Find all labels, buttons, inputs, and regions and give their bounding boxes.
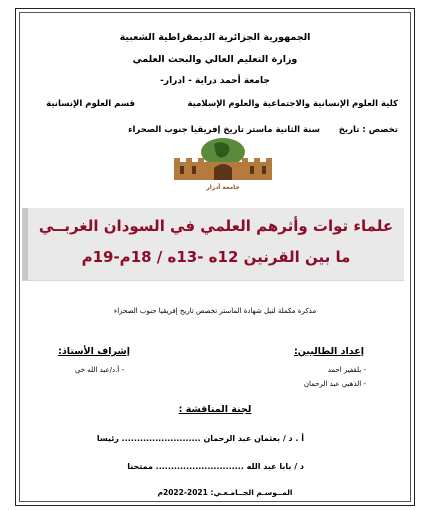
memo-description: مذكرة مكملة لنيل شهادة الماستر تخصص تاريخ إفريقيا جنوب الصحراء [113,307,317,315]
committee-heading: لجنة المناقشة : [178,404,252,415]
ministry-heading: وزارة التعليم العالي والبحث العلمي [132,54,298,65]
supervisor-name: - أ.د/عبد الله خي [74,366,124,374]
thesis-title-box [22,208,404,281]
university-heading: جامعة أحمد دراية - ادرار- [160,76,270,86]
faculty-label: كلية العلوم الإنسانية والاجتماعية والعلوم الإسلامية [187,99,398,109]
student-name-1: - بلقفير احمد [327,366,366,374]
thesis-title-line2: ما بين القرنين 12ه -13ه / 18م-19م [81,248,351,266]
committee-member-2: د / بابا عبد الله ............................. ممتحنا [127,462,304,471]
logo-gate [214,164,232,180]
year-line: سنة الثانية ماستر تاريخ إفريقيا جنوب الصحراء [128,125,320,135]
thesis-title-line1: علماء توات وأثرهم العلمي في السودان الغربــي [38,217,394,235]
committee-member-1: أ . د / بعثمان عبد الرحمان .......................... رئيسا [96,434,304,443]
department-label: قسم العلوم الإنسانية [46,99,135,109]
university-logo [166,136,280,192]
republic-heading: الجمهورية الجزائرية الديمقراطية الشعبية [119,32,311,43]
students-heading: إعداد الطالبين: [294,346,364,357]
academic-year: المــوسـم الجــامـعـي: 2021-2022م [157,488,293,497]
supervisor-heading: إشراف الأستاذ: [58,346,130,357]
student-name-2: - الذهبي عبد الرحمان [303,380,366,388]
specialty-label: تخصص : تاريخ [338,125,398,135]
logo-caption: جامعة أدرار [206,184,240,191]
